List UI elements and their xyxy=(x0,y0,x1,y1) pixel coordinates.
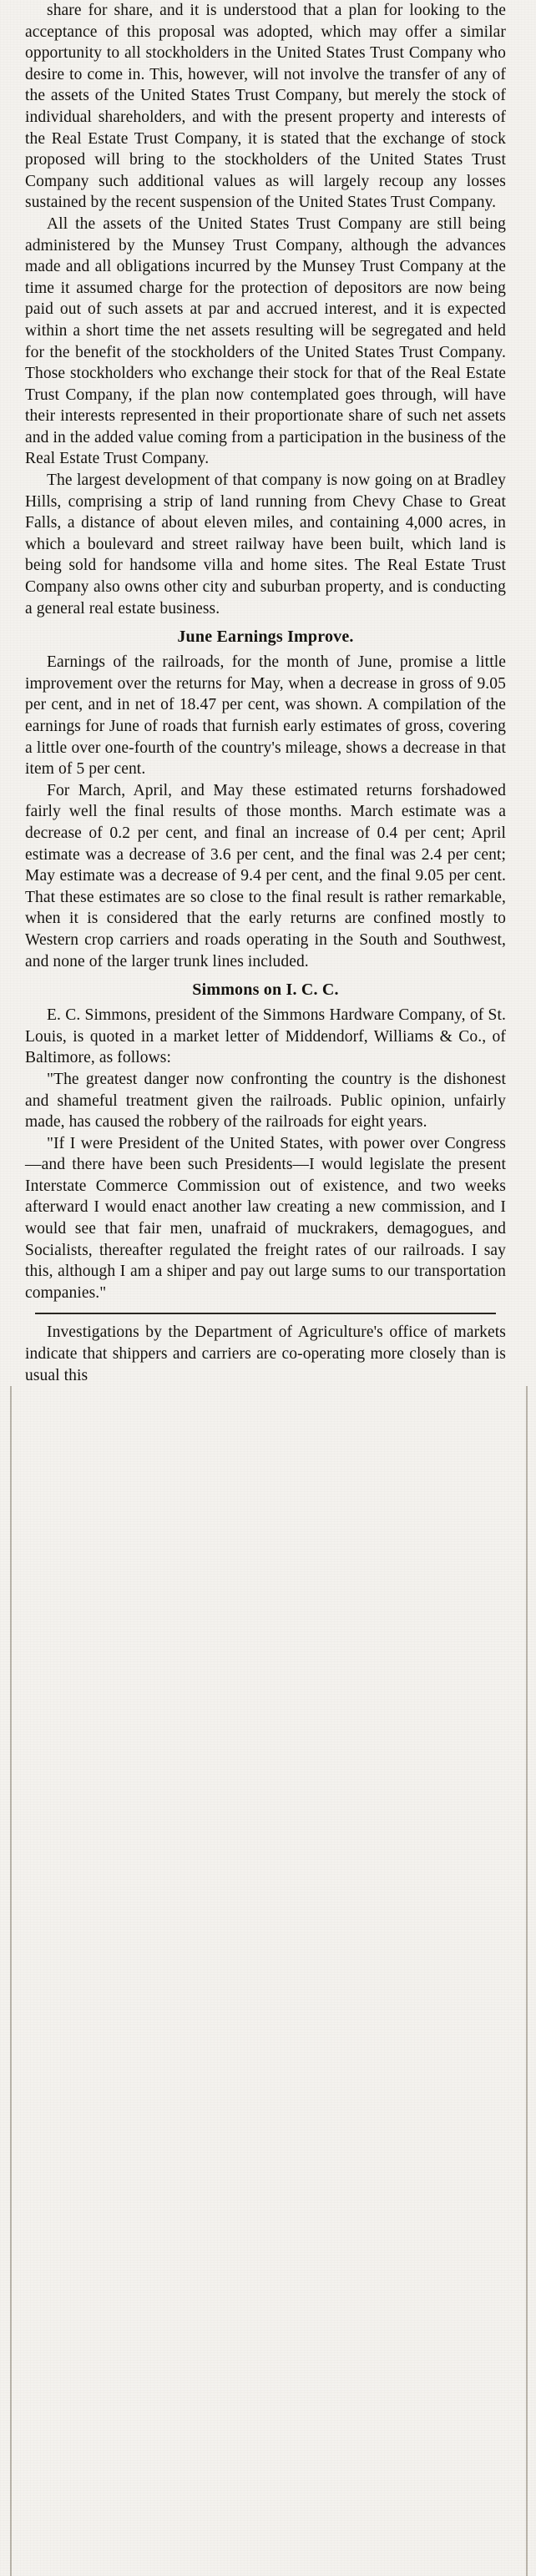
section-heading-simmons-icc: Simmons on I. C. C. xyxy=(192,980,339,1000)
paragraph: Earnings of the railroads, for the month of June, promise a little improvement over the returns for May, when a decrease in gross of 9.05 per cent, and in net of 18.47 per cent, was shown. A compilation of the earnings for June of roads that furnish early estimates of gross, covering a little over one-fourth of the country's mileage, shows a decrease in that item of 5 per cent. xyxy=(25,653,506,779)
paragraph: The largest development of that company is now going on at Bradley Hills, comprising a strip of land running from Chevy Chase to Great Falls, a distance of about eleven miles, and containing 4,000 acres, in which a boulevard and street railway have been built, which land is being sold for handsome villa and home sites. The Real Estate Trust Company also owns other city and suburban property, and is conducting a general real estate business. xyxy=(25,471,506,618)
paragraph: For March, April, and May these estimated returns forshadowed fairly well the final results of those months. March estimate was a decrease of 0.2 per cent, and final an increase of 0.4 per cent; April estimate was a decrease of 3.6 per cent, and the final was 2.4 per cent; May estimate was a decrease of 9.4 per cent, and the final 9.05 per cent. That these estimates are so close to the final result is rather remarkable, when it is considered that the early returns are confined mostly to Western crop carriers and roads operating in the South and Southwest, and none of the larger trunk lines included. xyxy=(25,781,506,970)
paragraph: Investigations by the Department of Agriculture's office of markets indicate that shippers and carriers are co-operating more closely than is usual this xyxy=(25,1323,506,1384)
paragraph-quote: "The greatest danger now confronting the country is the dishonest and shameful treatment given the railroads. Public opinion, unfairly made, has caused the robbery of the railroads for eight years. xyxy=(25,1070,506,1132)
paragraph: All the assets of the United States Trust Company are still being administered by the Munsey Trust Company, although the advances made and all obligations incurred by the Munsey Trust Company at the time it assumed charge for the protection of depositors are now being paid out of such assets at par and accrued interest, and it is expected within a short time the net assets resulting will be segregated and held for the benefit of the stockholders of the United States Trust Company. Those stockholders who exchange their stock for that of the Real Estate Trust Company, if the plan now contemplated goes through, will have their interests represented in their proportionate share of such net assets and in the added value coming from a participation in the business of the Real Estate Trust Company. xyxy=(25,214,506,468)
paragraph: E. C. Simmons, president of the Simmons Hardware Company, of St. Louis, is quoted in a market letter of Middendorf, Williams & Co., of Baltimore, as follows: xyxy=(25,1006,506,1067)
section-divider xyxy=(35,1313,497,1314)
section-heading-june-earnings: June Earnings Improve. xyxy=(177,628,354,647)
paragraph-quote: "If I were President of the United States, with power over Congress—and there have been such Presidents—I would legislate the present Interstate Commerce Commission out of existence, and two weeks afterward I would enact another law creating a new commission, and I would see that fair men, unafraid of muckrakers, demagogues, and Socialists, thereafter regulated the freight rates of our railroads. I say this, although I am a shiper and pay out large sums to our transportation companies." xyxy=(25,1134,506,1302)
paragraph: share for share, and it is understood that a plan for looking to the acceptance of this proposal was adopted, which may offer a similar opportunity to all stockholders in the United States Trust Company who desire to come in. This, however, will not involve the transfer of any of the assets of the United States Trust Company, but merely the stock of individual shareholders, and with the present property and interests of the Real Estate Trust Company, it is stated that the exchange of stock proposed will bring to the stockholders of the United States Trust Company such additional values as will largely recoup any losses sustained by the recent suspension of the United States Trust Company. xyxy=(25,2,506,212)
